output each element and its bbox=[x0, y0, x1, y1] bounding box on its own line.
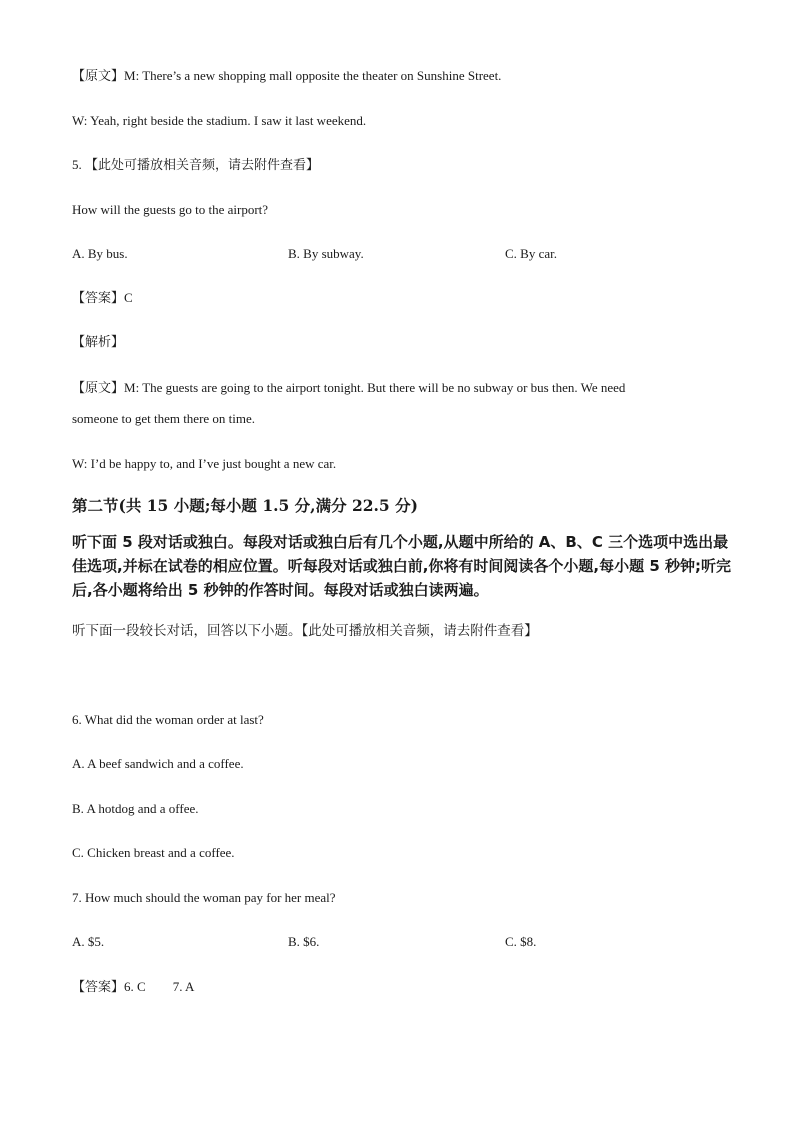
answer-7: 7. A bbox=[172, 979, 195, 994]
transcript-text: M: The guests are going to the airport tonight. But there will be no subway or bus then. We need bbox=[124, 380, 626, 395]
transcript-tag: 【原文】 bbox=[72, 69, 125, 84]
dialogue-intro: 听下面一段较长对话，回答以下小题。【此处可播放相关音频，请去附件查看】 bbox=[72, 623, 538, 639]
q5-question: How will the guests go to the airport? bbox=[72, 202, 269, 217]
q6-option-b: B. A hotdog and a offee. bbox=[72, 801, 199, 816]
section-instructions: 听下面 5 段对话或独白。每段对话或独白后有几个小题,从题中所给的 A、B、C 三个选项中选出最佳选项,并标在试卷的相应位置。听每段对话或独白前,你将有时间阅读各个小题,每小题 5 秒钟;听完后,各小题将给出 5 秒钟的作答时间。每段对话或独白读两遍。 bbox=[72, 533, 731, 599]
q6-option-c: C. Chicken breast and a coffee. bbox=[72, 845, 235, 860]
question-number: 5. bbox=[72, 157, 82, 172]
answer-tag: 【答案】 bbox=[72, 291, 125, 306]
audio-note: 【此处可播放相关音频，请去附件查看】 bbox=[85, 158, 320, 173]
q6-option-a: A. A beef sandwich and a coffee. bbox=[72, 756, 244, 771]
q5-answer bbox=[72, 290, 133, 307]
q5-header bbox=[72, 157, 319, 174]
q5-transcript-m1 bbox=[72, 380, 625, 397]
transcript-tag: 【原文】 bbox=[72, 381, 125, 396]
q5-option-c: C. By car. bbox=[505, 246, 557, 261]
q7-option-a: A. $5. bbox=[72, 934, 105, 949]
q7-option-c: C. $8. bbox=[505, 934, 537, 949]
answer-tag: 【答案】 bbox=[72, 980, 125, 995]
q4-transcript-w: W: Yeah, right beside the stadium. I saw it last weekend. bbox=[72, 113, 367, 128]
q5-analysis-tag: 【解析】 bbox=[72, 335, 125, 350]
q5-option-a: A. By bus. bbox=[72, 246, 128, 261]
answer-value: C bbox=[124, 290, 133, 305]
section-title: 第二节(共 15 小题;每小题 1.5 分,满分 22.5 分) bbox=[72, 496, 418, 515]
transcript-text: M: There’s a new shopping mall opposite the theater on Sunshine Street. bbox=[124, 68, 502, 83]
answer-6: 6. C bbox=[124, 979, 146, 994]
q5-transcript-m2: someone to get them there on time. bbox=[72, 411, 256, 426]
q7-option-b: B. $6. bbox=[288, 934, 320, 949]
q5-transcript-w: W: I’d be happy to, and I’ve just bought a new car. bbox=[72, 456, 337, 471]
answers-line bbox=[72, 979, 194, 996]
q4-transcript-m bbox=[72, 68, 501, 85]
q6-question: 6. What did the woman order at last? bbox=[72, 712, 264, 727]
q7-question: 7. How much should the woman pay for her meal? bbox=[72, 890, 336, 905]
q5-option-b: B. By subway. bbox=[288, 246, 364, 261]
